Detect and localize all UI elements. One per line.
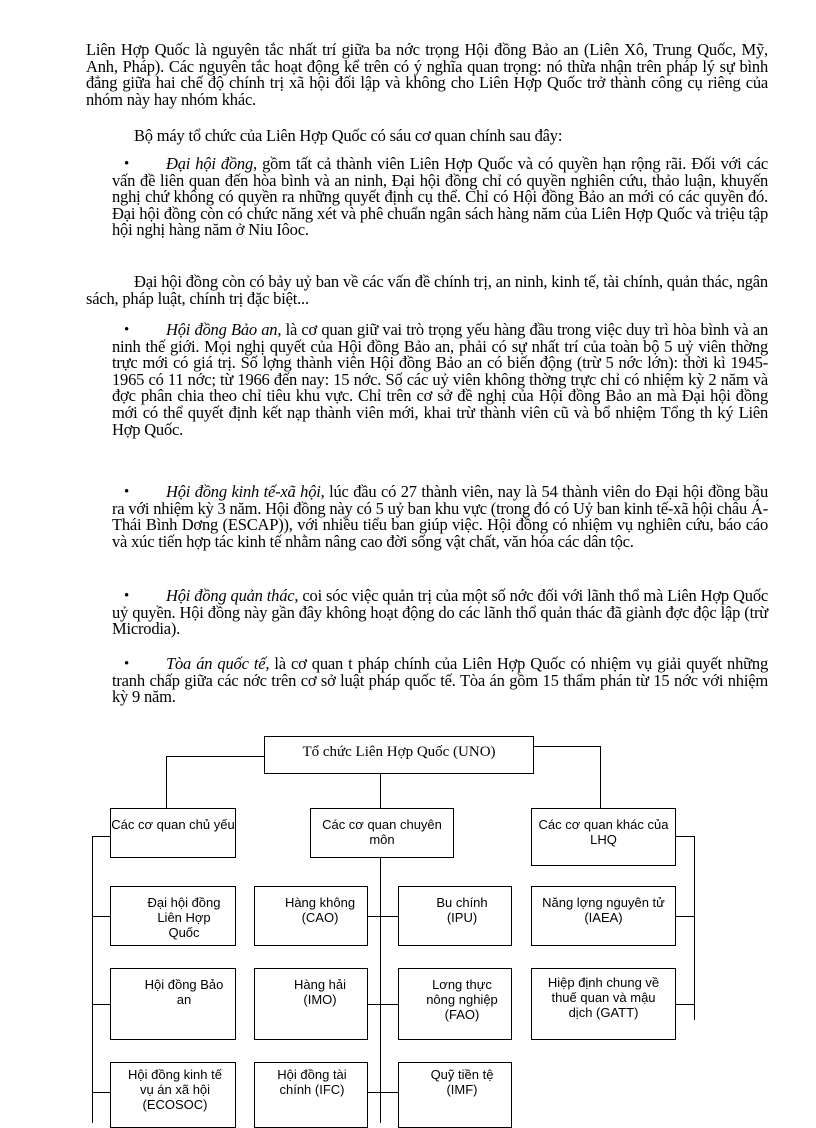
bullet-ecosoc [112,484,768,550]
term-ecosoc: Hội đồng kinh tế-xã hội [166,482,321,501]
bullet-trusteeship [112,588,768,638]
connector-line [676,1004,694,1005]
category-box-specialized: Các cơ quan chuyên môn [310,808,454,858]
org-box-ifc: Hội đồng tài chính (IFC) [254,1062,368,1128]
connector-line [92,1092,110,1093]
desc-ecosoc: , lúc đầu có 27 thành viên, nay là 54 thành viên do Đại hội đồng bầu ra với nhiệm kỳ 3 năm. Hội đồng này có 5 uỷ ban khu vực (trong đó có Uỷ ban kinh tế-xã hội châu Á-Thái Bình Dơng (ESCAP)), với nhiều tiểu ban giúp việc. Hội đồng có nhiệm vụ nghiên cứu, báo cáo và xúc tiến hợp tác kinh tế nhằm nâng cao đời sống vật chất, văn hóa các dân tộc. [112,482,768,551]
org-box-fao: Lơng thực nông nghiệp (FAO) [398,968,512,1040]
desc-security-council: là cơ quan giữ vai trò trọng yếu hàng đầu trong việc duy trì hòa bình và an ninh thế giới. Mọi nghị quyết của Hội đồng Bảo an, phải có sự nhất trí của toàn bộ 5 uỷ viên thờng trực mới có giá trị. Số lợng thành viên Hội đồng Bảo an có biến động (trừ 5 nớc lớn): thời kì 1945-1965 có 11 nớc; từ 1966 đến nay: 15 nớc. Số các uỷ viên không thờng trực chỉ có nhiệm kỳ 2 năm và đợc phân chia theo chỉ tiêu khu vực. Chỉ trên cơ sở đề nghị của Hội đồng Bảo an mà Đại hội đồng mới có thể quyết định kết nạp thành viên mới, khai trừ thành viên cũ và bổ nhiệm Tổng th ký Liên Hợp Quốc. [112,320,768,439]
connector-line [380,858,381,1123]
desc-court: , là cơ quan t pháp chính của Liên Hợp Quốc có nhiệm vụ giải quyết những tranh chấp giữa các nớc trên cơ sở luật pháp quốc tế. Tòa án gồm 15 thẩm phán từ 15 nớc với nhiệm kỳ 9 năm. [112,654,768,707]
org-box-security-council: Hội đồng Bảo an [110,968,236,1040]
org-box-imf: Quỹ tiền tệ (IMF) [398,1062,512,1128]
paragraph-committees: Đại hội đồng còn có bảy uỷ ban về các vấn đề chính trị, an ninh, kinh tế, tài chính, quản thác, ngân sách, pháp luật, chính trị đặc biệt... [86,272,768,308]
org-box-ecosoc: Hội đồng kinh tế vụ án xã hội (ECOSOC) [110,1062,236,1128]
category-box-main-organs: Các cơ quan chủ yếu [110,808,236,858]
connector-line [676,916,694,917]
bullet-icon: • [124,322,130,338]
connector-line [380,772,381,808]
paragraph-intro: Liên Hợp Quốc là nguyên tắc nhất trí giữa ba nớc trọng Hội đồng Bảo an (Liên Xô, Trung Quốc, Mỹ, Anh, Pháp). Các nguyên tắc hoạt động kể trên có ý nghĩa quan trọng: nó thừa nhận trên pháp lý sự bình đẳng giữa hai chế độ chính trị xã hội đối lập và không cho Liên Hợp Quốc trở thành công cụ riêng của nhóm này hay nhóm khác. [86,40,768,109]
bullet-icon: • [124,484,130,500]
org-box-iaea: Năng lợng nguyên tử (IAEA) [531,886,676,946]
connector-line [600,746,601,808]
connector-line [676,836,694,837]
connector-line [368,1092,398,1093]
bullet-court [112,656,768,706]
paragraph-organs-intro: Bộ máy tổ chức của Liên Hợp Quốc có sáu cơ quan chính sau đây: [134,126,563,145]
connector-line [92,916,110,917]
bullet-general-assembly [112,156,768,239]
desc-trusteeship: , coi sóc việc quản trị của một số nớc đối với lãnh thổ mà Liên Hợp Quốc uỷ quyền. Hội đồng này gần đây không hoạt động do các lãnh thổ quản thác đã giành đợc độc lập (trừ Microdia). [112,586,768,639]
term-security-council: Hội đồng Bảo an, [166,320,282,339]
desc-general-assembly: , gồm tất cả thành viên Liên Hợp Quốc và có quyền hạn rộng rãi. Đối với các vấn đề liên quan đến hòa bình và an ninh, Đại hội đồng chỉ có quyền nghiên cứu, thảo luận, khuyến nghị chứ không có quyền ra những quyết định cụ thể. Chỉ có Hội đồng Bảo an mới có các quyền đó. Đại hội đồng còn có chức năng xét và phê chuẩn ngân sách hàng năm của Liên Hợp Quốc và triệu tập hội nghị hàng năm ở Niu Iôoc. [112,154,768,240]
bullet-security-council [112,322,768,438]
org-box-icao: Hàng không (CAO) [254,886,368,946]
connector-line [166,756,264,757]
org-box-imo: Hàng hải (IMO) [254,968,368,1040]
connector-line [368,1004,398,1005]
connector-line [534,746,600,747]
org-box-general-assembly: Đại hội đồng Liên Hợp Quốc [110,886,236,946]
org-box-upu: Bu chính (IPU) [398,886,512,946]
term-trusteeship: Hội đồng quản thác [166,586,295,605]
term-court: Tòa án quốc tế [166,654,266,673]
bullet-icon: • [124,588,130,604]
connector-line [92,836,93,1123]
org-box-gatt: Hiệp định chung về thuế quan và mậu dịch (GATT) [531,968,676,1040]
connector-line [694,836,695,1020]
term-general-assembly: Đại hội đồng [166,154,254,173]
connector-line [368,916,398,917]
connector-line [92,836,110,837]
bullet-icon: • [124,656,130,672]
bullet-icon: • [124,156,130,172]
connector-line [92,1004,110,1005]
category-box-other: Các cơ quan khác của LHQ [531,808,676,866]
connector-line [166,756,167,808]
org-root-box: Tổ chức Liên Hợp Quốc (UNO) [264,736,534,774]
